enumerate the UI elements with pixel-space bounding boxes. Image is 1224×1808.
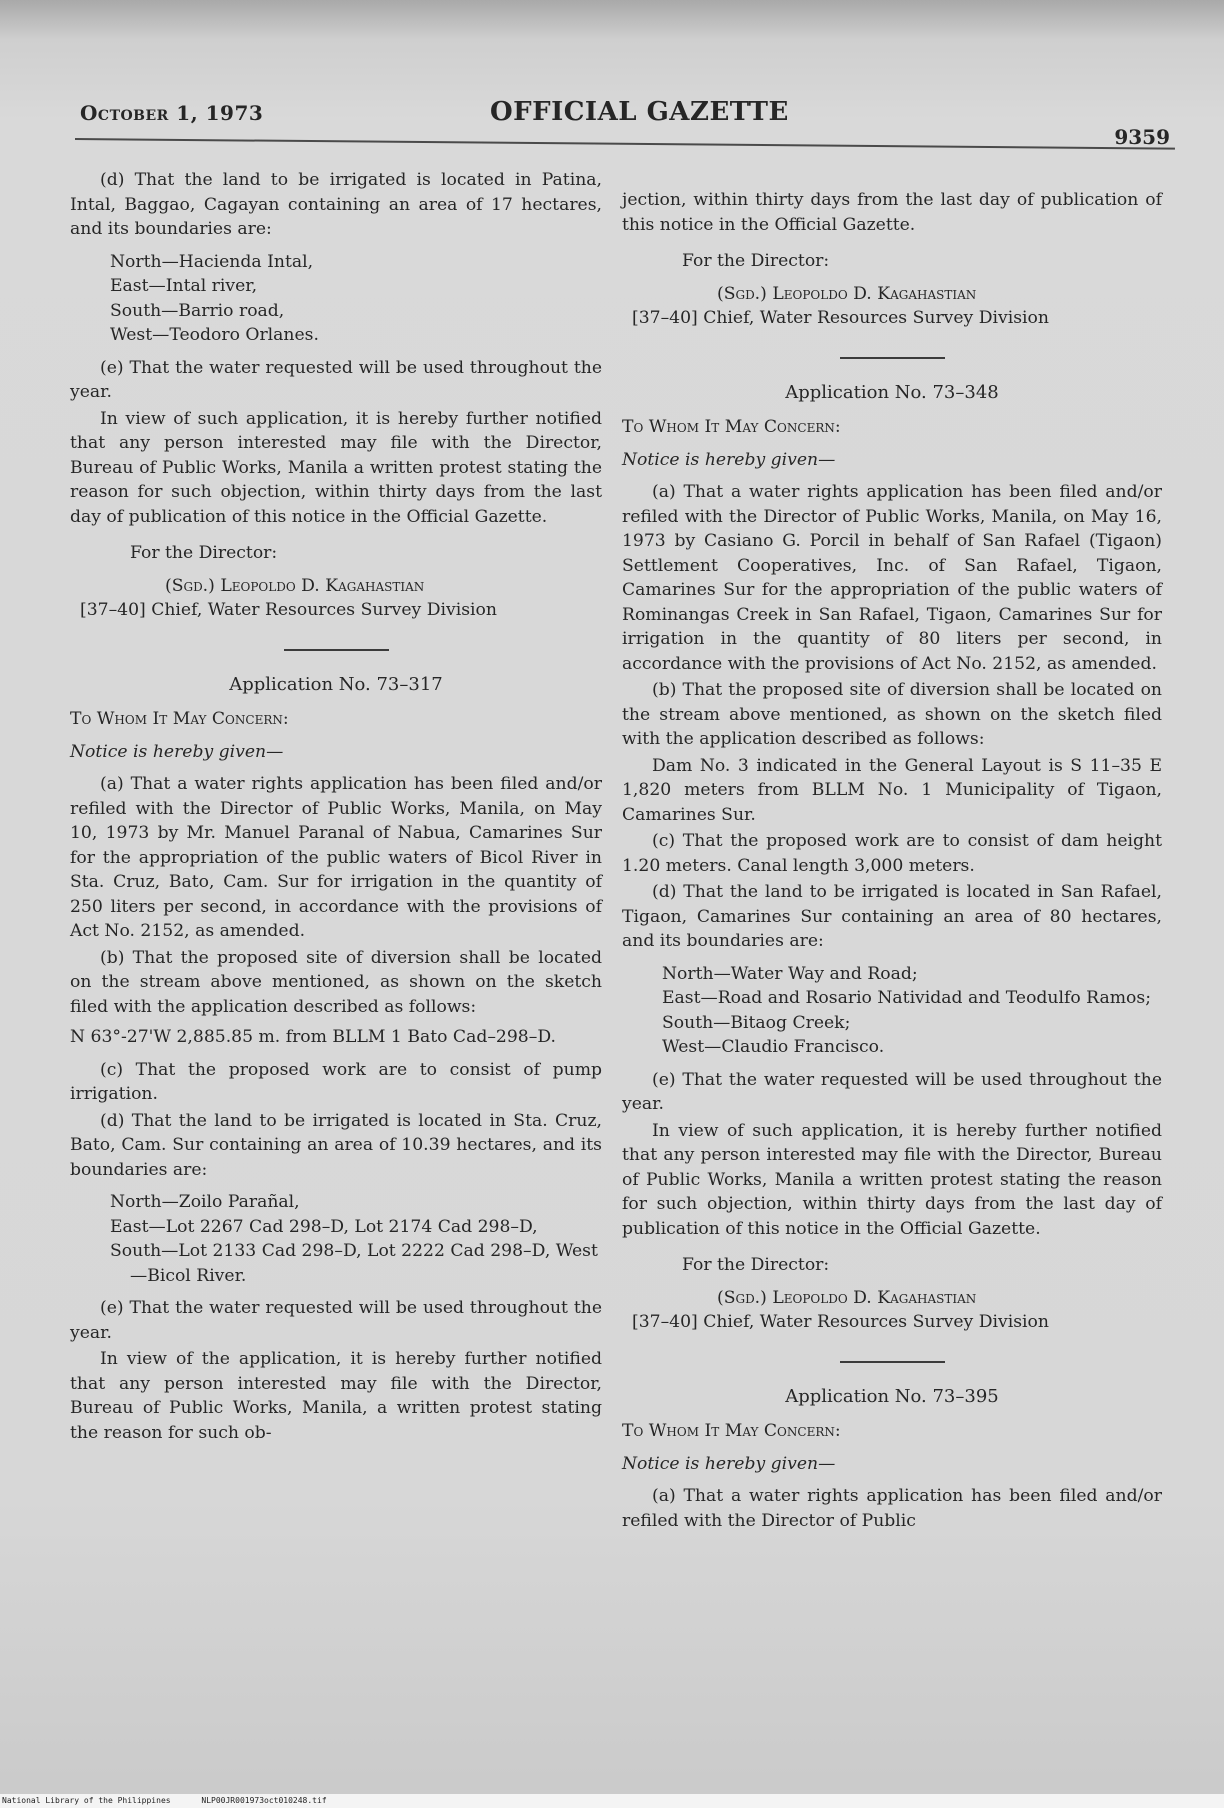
paragraph: (e) That the water requested will be used throughout the year. [70,1298,602,1343]
boundary-item: West—Teodoro Orlanes. [110,325,319,345]
signatory-name: (Sgd.) Leopoldo D. Kagahastian [717,283,977,304]
paragraph: N 63°-27'W 2,885.85 m. from BLLM 1 Bato Cad–298–D. [70,1027,556,1047]
header-rule [75,138,1175,150]
boundary-item: North—Water Way and Road; [662,963,918,984]
signatory-name: (Sgd.) Leopoldo D. Kagahastian [165,575,425,596]
paragraph: (b) That the proposed site of diversion shall be located on the stream above mentioned, as shown on the sketch filed with the application described as follows: [622,680,1162,749]
paragraph: (d) That the land to be irrigated is located in Patina, Intal, Baggao, Cagayan containing an area of 17 hectares, and its boundaries are: [70,170,602,239]
notice-line: Notice is hereby given— [70,741,284,762]
issue-date: October 1, 1973 [80,101,264,125]
page-header [80,95,1170,149]
paragraph: In view of such application, it is hereby further notified that any person interested may file with the Director, Bureau of Public Works, Manila a written protest stating the reason for such objection, within thirty days from the last day of publication of this notice in the Official Gazette. [622,1120,1162,1239]
for-director: For the Director: [130,543,278,563]
boundary-item: North—Zoilo Parañal, [110,1192,300,1212]
boundary-item: East—Road and Rosario Natividad and Teodulfo Ramos; [662,988,1151,1008]
section-divider [840,1361,945,1363]
boundary-item: East—Lot 2267 Cad 298–D, Lot 2174 Cad 298–D, [110,1216,538,1237]
paragraph: In view of the application, it is hereby further notified that any person interested may file with the Director, Bureau of Public Works, Manila, a written protest stating the reason for such ob- [70,1349,602,1443]
boundary-item: South—Barrio road, [110,300,285,321]
salutation: To Whom It May Concern: [622,1421,841,1441]
application-number: Application No. 73–317 [229,673,443,695]
paragraph: jection, within thirty days from the last day of publication of this notice in the Official Gazette. [622,190,1162,235]
paragraph: (a) That a water rights application has been filed and/or refiled with the Director of Public Works, Manila, on May 10, 1973 by Mr. Manuel Paranal of Nabua, Camarines Sur for the appropriation of the public waters of Bicol River in Sta. Cruz, Bato, Cam. Sur for irrigation in the quantity of 250 liters per second, in accordance with the provisions of Act No. 2152, as amended. [70,774,602,941]
paragraph: (b) That the proposed site of diversion shall be located on the stream above mentioned, as shown on the sketch filed with the application described as follows: [70,947,602,1017]
page-number: 9359 [1114,125,1170,149]
left-column [70,168,602,1447]
notice-line: Notice is hereby given— [622,449,836,470]
paragraph: In view of such application, it is hereby further notified that any person interested may file with the Director, Bureau of Public Works, Manila a written protest stating the reason for such objection, within thirty days from the last day of publication of this notice in the Official Gazette. [70,408,602,527]
section-divider [284,649,389,651]
boundary-item: South—Bitaog Creek; [662,1012,851,1033]
paragraph: (a) That a water rights application has been filed and/or refiled with the Director of Public [622,1486,1162,1531]
paragraph: (c) That the proposed work are to consist of pump irrigation. [70,1059,602,1104]
signatory-name: (Sgd.) Leopoldo D. Kagahastian [717,1287,977,1308]
paragraph: (d) That the land to be irrigated is located in Sta. Cruz, Bato, Cam. Sur containing an area of 10.39 hectares, and its boundaries are: [70,1110,602,1180]
boundaries-list [110,250,602,348]
right-column [622,188,1162,1535]
publication-title: OFFICIAL GAZETTE [490,97,789,127]
paragraph: (e) That the water requested will be used throughout the year. [622,1069,1162,1114]
signatory-title: [37–40] Chief, Water Resources Survey Division [632,308,1049,328]
signatory-title: [37–40] Chief, Water Resources Survey Division [80,600,497,620]
application-number: Application No. 73–395 [785,1385,999,1407]
paragraph: Dam No. 3 indicated in the General Layout is S 11–35 E 1,820 meters from BLLM No. 1 Municipality of Tigaon, Camarines Sur. [622,755,1162,825]
notice-line: Notice is hereby given— [622,1453,836,1474]
boundary-item: North—Hacienda Intal, [110,251,314,272]
paragraph: (a) That a water rights application has been filed and/or refiled with the Director of Public Works, Manila, on May 16, 1973 by Casiano G. Porcil in behalf of San Rafael (Tigaon) Settlement Cooperatives, Inc. of San Rafael, Tigaon, Camarines Sur for the appropriation of the public waters of Rominangas Creek in San Rafael, Tigaon, Camarines Sur for irrigation in the quantity of 80 liters per second, in accordance with the provisions of Act No. 2152, as amended. [622,482,1162,674]
application-number: Application No. 73–348 [785,381,999,403]
scan-footer [0,1794,1224,1808]
boundary-item: South—Lot 2133 Cad 298–D, Lot 2222 Cad 298–D, West—Bicol River. [110,1241,598,1286]
paragraph: (c) That the proposed work are to consist of dam height 1.20 meters. Canal length 3,000 meters. [622,831,1162,876]
signatory-title: [37–40] Chief, Water Resources Survey Division [632,1312,1049,1332]
paragraph: (e) That the water requested will be used throughout the year. [70,357,602,402]
scan-filename: NLP00JR001973oct010248.tif [201,1796,327,1805]
library-credit: National Library of the Philippines [2,1796,171,1805]
for-director: For the Director: [682,1255,830,1275]
paragraph: (d) That the land to be irrigated is located in San Rafael, Tigaon, Camarines Sur containing an area of 80 hectares, and its boundaries are: [622,882,1162,951]
boundary-item: West—Claudio Francisco. [662,1037,885,1057]
salutation: To Whom It May Concern: [70,709,289,729]
boundaries-list [662,962,1162,1060]
section-divider [840,357,945,359]
for-director: For the Director: [682,251,830,271]
boundary-item: East—Intal river, [110,276,258,296]
boundaries-list [110,1190,602,1288]
salutation: To Whom It May Concern: [622,417,841,437]
